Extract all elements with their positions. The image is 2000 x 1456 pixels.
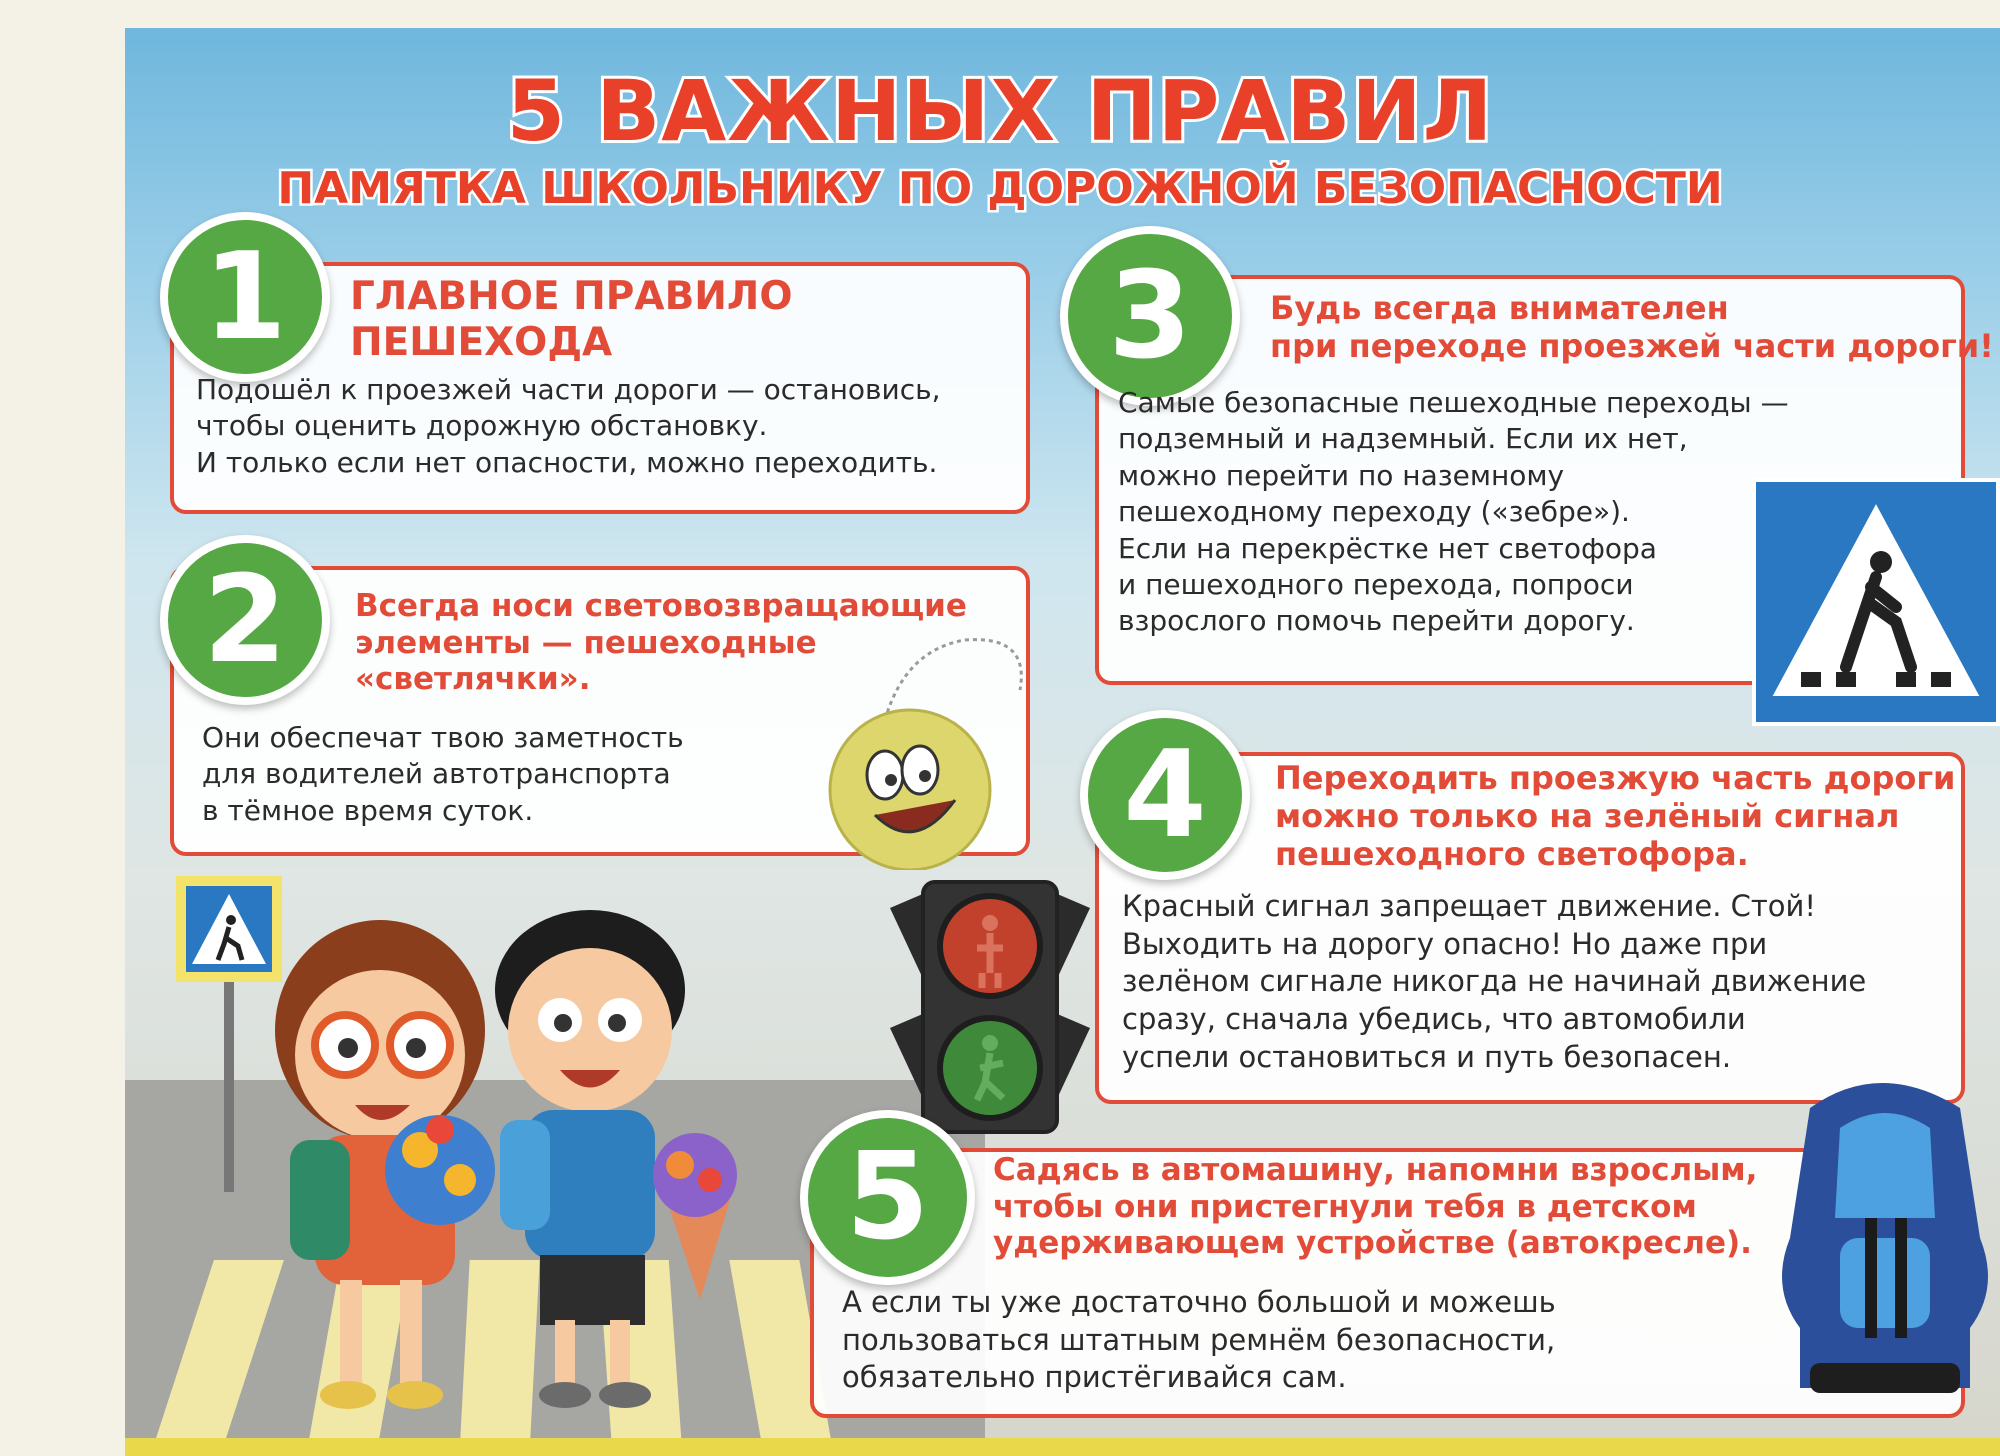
rule-3-number: 3 — [1060, 226, 1240, 406]
rule-4-body: Красный сигнал запрещает движение. Стой! Выходить на дорогу опасно! Но даже при зелёном сигнале никогда не начинай движение сразу, сначала убедись, что автомобили успели остановиться и путь безопасен. — [1122, 889, 1867, 1074]
rule-4-heading: Переходить проезжую часть дороги можно только на зелёный сигнал пешеходного светофора. — [1275, 759, 1956, 873]
rule-5-body: А если ты уже достаточно большой и можешь пользоваться штатным ремнём безопасности, обязательно пристёгивайся сам. — [842, 1285, 1556, 1395]
rule-2-body: Они обеспечат твою заметность для водителей автотранспорта в тёмное время суток. — [202, 721, 684, 827]
pedestrian-traffic-light-icon — [885, 878, 1095, 1136]
rule-3-body: Самые безопасные пешеходные переходы — подземный и надземный. Если их нет, можно перейти по наземному пешеходному переходу («зебре»). Если на перекрёстке нет светофора и пешеходного перехода, попроси взрослого помочь перейти дорогу. — [1118, 386, 1789, 638]
rule-1-body: Подошёл к проезжей части дороги — остановись, чтобы оценить дорожную обстановку. И только если нет опасности, можно переходить. — [196, 373, 941, 479]
page-subtitle: ПАМЯТКА ШКОЛЬНИКУ ПО ДОРОЖНОЙ БЕЗОПАСНОСТИ — [277, 163, 1723, 214]
rule-3-heading: Будь всегда внимателен при переходе проезжей части дороги! — [1270, 289, 1994, 365]
rule-4-number: 4 — [1080, 710, 1250, 880]
schoolchildren-with-flowers-illustration — [230, 880, 750, 1440]
pedestrian-crossing-sign-icon — [1752, 478, 2000, 726]
page-title: 5 ВАЖНЫХ ПРАВИЛ — [506, 62, 1494, 160]
bottom-edge — [125, 1438, 2000, 1456]
rule-1-number: 1 — [160, 212, 330, 382]
rule-5-number: 5 — [800, 1110, 975, 1285]
child-car-seat-icon — [1770, 1068, 2000, 1408]
rule-1-heading: ГЛАВНОЕ ПРАВИЛО ПЕШЕХОДА — [350, 274, 793, 366]
smiley-reflector-icon — [805, 630, 1045, 870]
rule-2-number: 2 — [160, 535, 330, 705]
rule-2-heading: Всегда носи световозвращающие элементы — пешеходные «светлячки». — [355, 588, 967, 698]
rule-5-heading: Садясь в автомашину, напомни взрослым, чтобы они пристегнули тебя в детском удерживающем устройстве (автокресле). — [993, 1152, 1758, 1262]
